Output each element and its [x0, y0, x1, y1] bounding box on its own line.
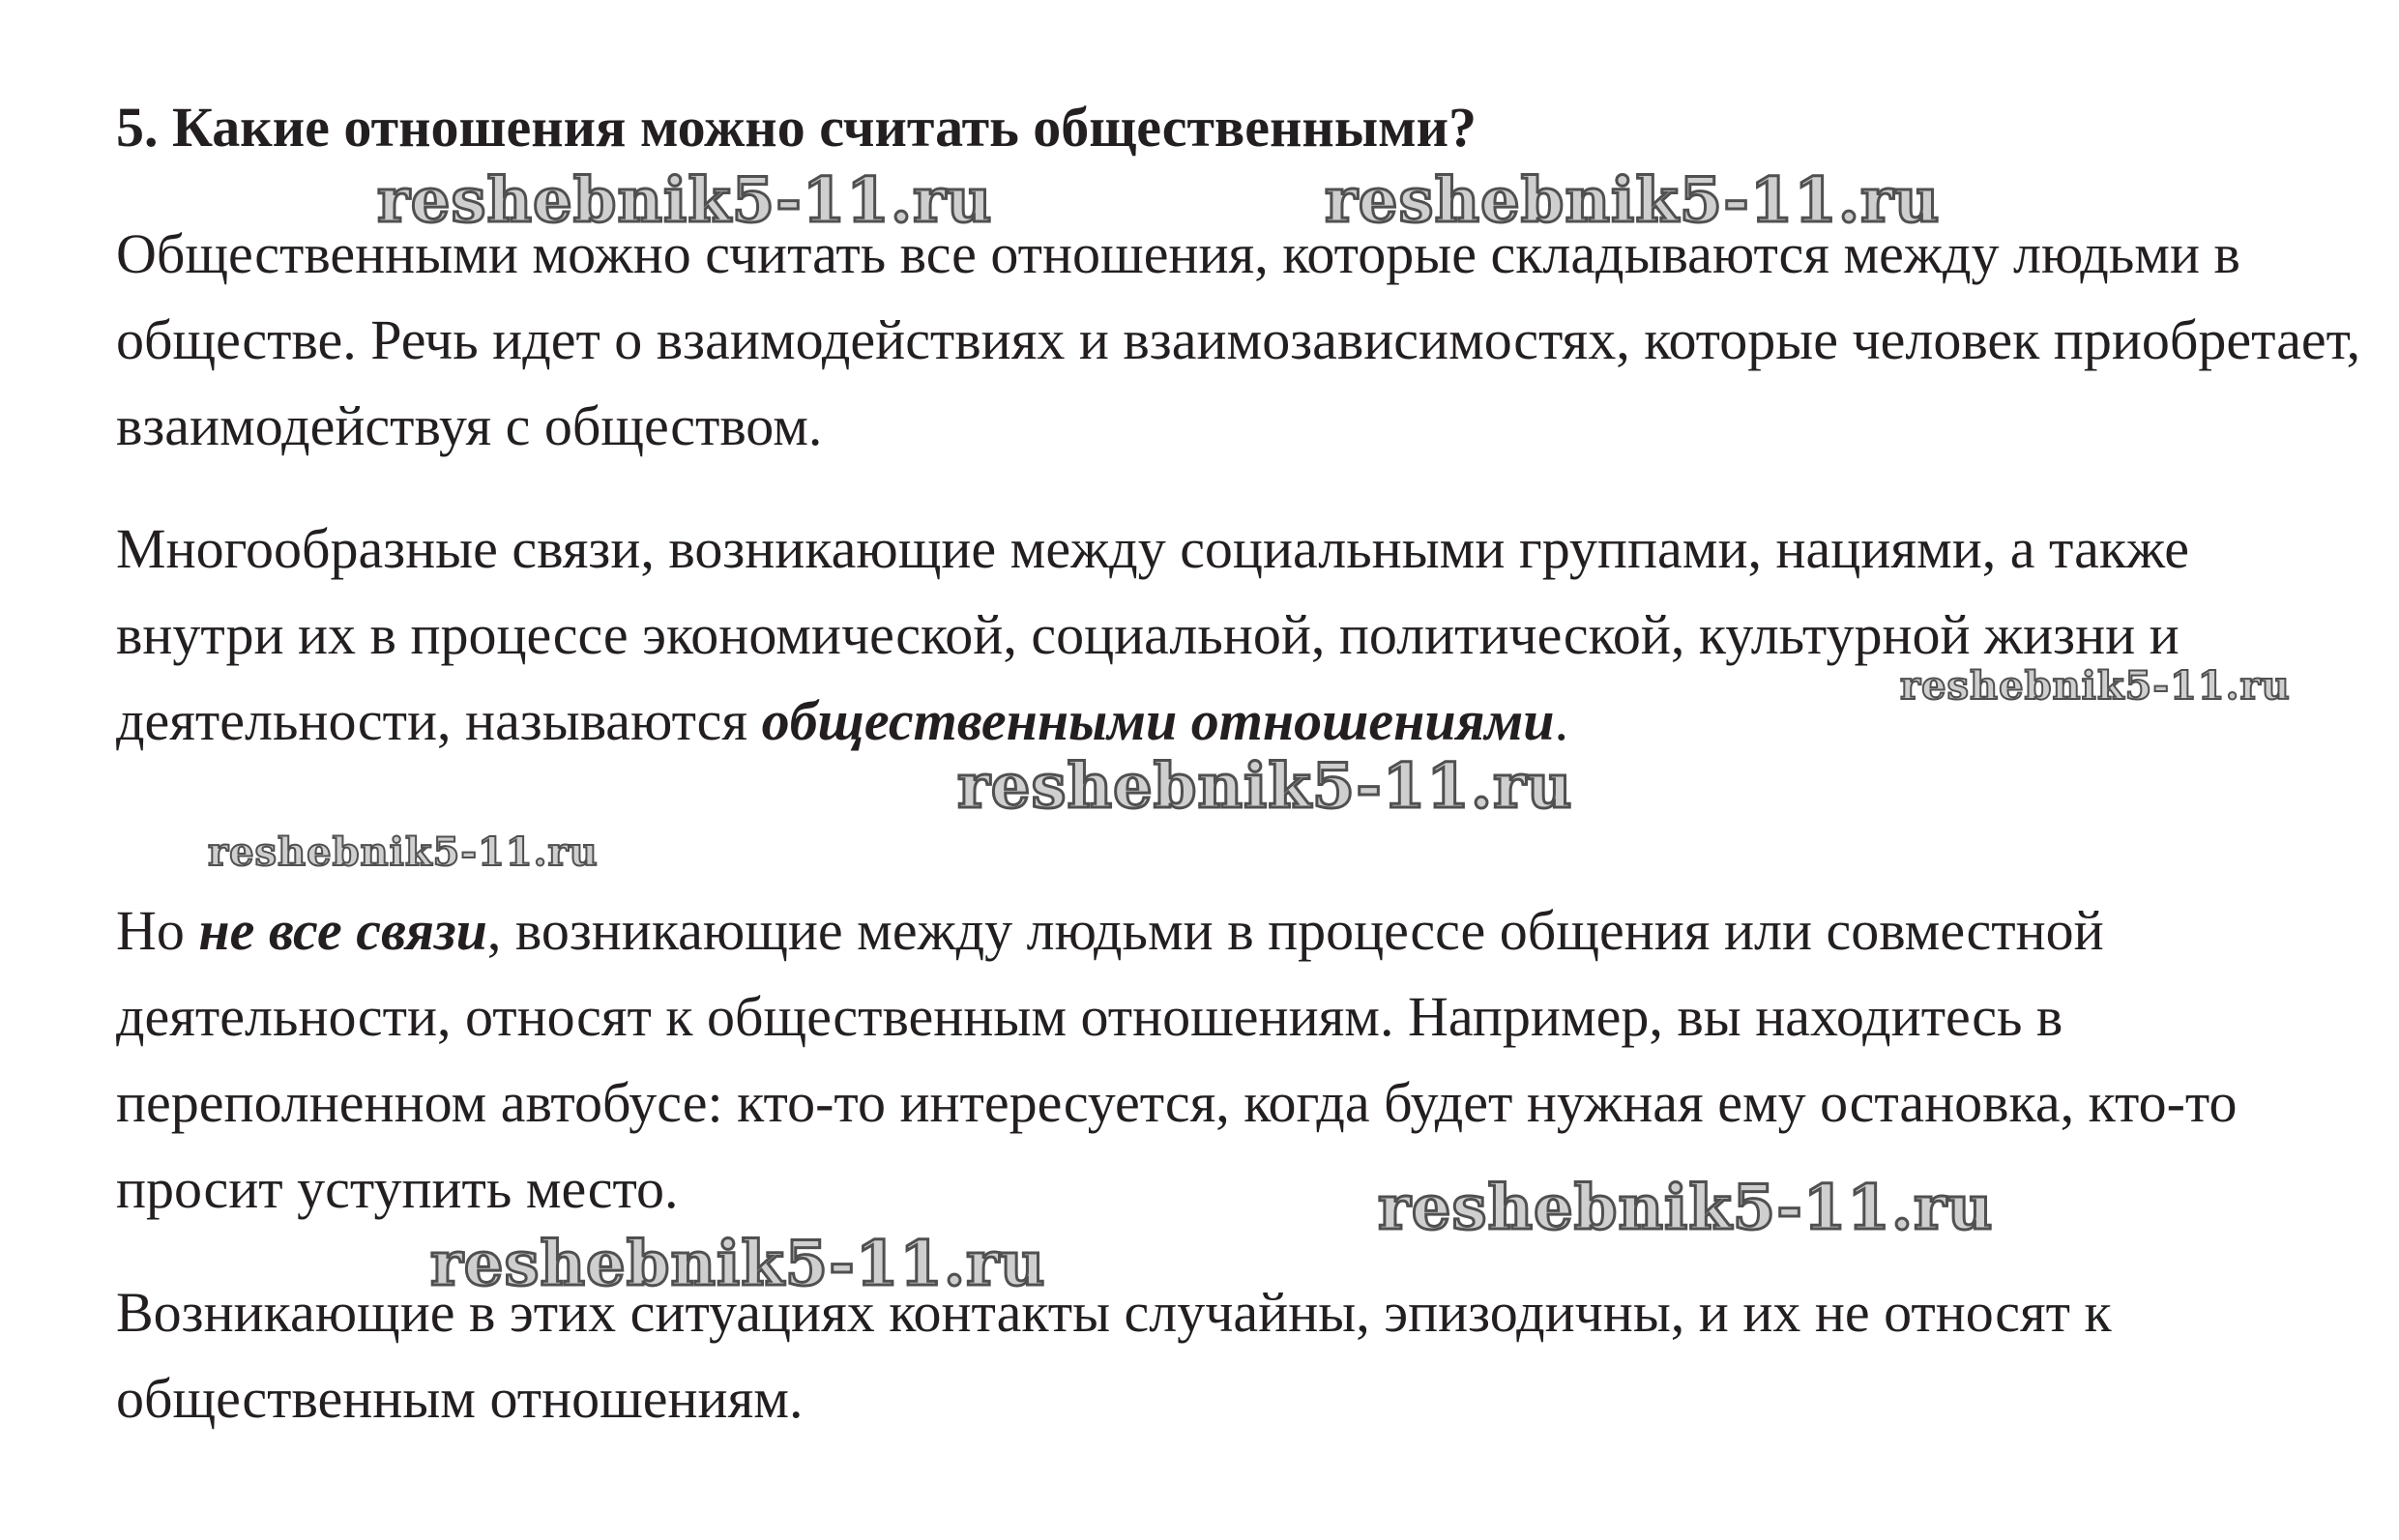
paragraph-social-relations [116, 506, 2369, 764]
watermark: reshebnik5-11.ru [377, 164, 993, 237]
watermark: reshebnik5-11.ru [1900, 663, 2291, 709]
emphasis-term: не все связи [198, 899, 487, 962]
paragraph-text: Но [116, 899, 199, 962]
emphasis-term: общественными отношениями [761, 689, 1555, 752]
watermark: reshebnik5-11.ru [430, 1228, 1046, 1300]
paragraph-conclusion: Возникающие в этих ситуациях контакты случайны, эпизодичны, и их не относят к общественным отношениям. [116, 1281, 2112, 1430]
watermark: reshebnik5-11.ru [957, 750, 1573, 823]
watermark: reshebnik5-11.ru [1378, 1172, 1994, 1244]
question-heading: 5. Какие отношения можно считать общественными? [116, 96, 1477, 159]
paragraph-text: . [1554, 689, 1568, 752]
paragraph-example [116, 887, 2369, 1232]
paragraph-text: , возникающие между людьми в процессе общения или совместной деятельности, относят к общественным отношениям. Например, вы находитесь в переполненном автобусе: кто-то интересуется, когда будет нужная ему остановка, кто-то просит уступить место. [116, 899, 2238, 1220]
watermark: reshebnik5-11.ru [208, 829, 599, 875]
watermark: reshebnik5-11.ru [1325, 164, 1941, 237]
paragraph-definition: Общественными можно считать все отношения, которые складываются между людьми в обществе. Речь идет о взаимодействиях и взаимозависимостях, которые человек приобретает, взаимодействуя с обществом. [116, 222, 2361, 457]
paragraph-text: Многообразные связи, возникающие между социальными группами, нациями, а также внутри их в процессе экономической, социальной, политической, культурной жизни и деятельности, называются [116, 517, 2190, 752]
